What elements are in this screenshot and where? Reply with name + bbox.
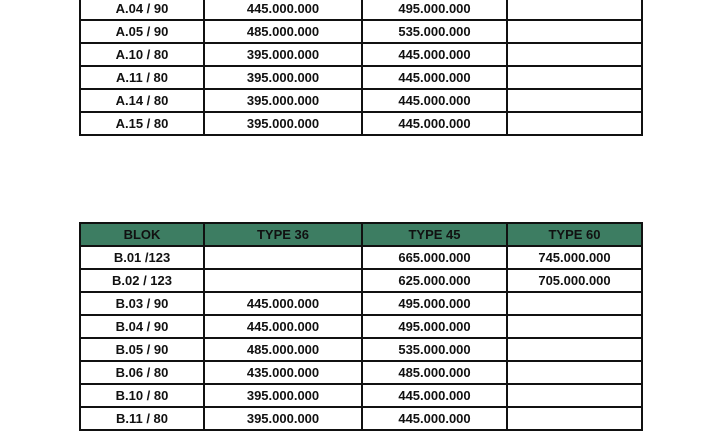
type-36-cell: 395.000.000 [204, 66, 362, 89]
type-45-cell: 445.000.000 [362, 384, 507, 407]
type-45-cell: 535.000.000 [362, 20, 507, 43]
table-row [80, 292, 642, 315]
type-36-cell: 445.000.000 [204, 0, 362, 20]
table-row [80, 315, 642, 338]
type-60-cell: 745.000.000 [507, 246, 642, 269]
type-45-cell: 495.000.000 [362, 0, 507, 20]
type-60-cell [507, 361, 642, 384]
table-row [80, 43, 642, 66]
blok-cell: B.01 /123 [80, 246, 204, 269]
table-row [80, 0, 642, 20]
type-60-cell [507, 338, 642, 361]
blok-cell: B.11 / 80 [80, 407, 204, 430]
header-type-45: TYPE 45 [362, 223, 507, 246]
table-row [80, 338, 642, 361]
type-36-cell: 485.000.000 [204, 20, 362, 43]
type-45-cell: 445.000.000 [362, 112, 507, 135]
type-36-cell: 395.000.000 [204, 89, 362, 112]
price-table-bottom [79, 222, 643, 431]
blok-cell: A.10 / 80 [80, 43, 204, 66]
table-row [80, 384, 642, 407]
type-60-cell [507, 292, 642, 315]
header-row [80, 223, 642, 246]
table-row [80, 407, 642, 430]
type-45-cell: 495.000.000 [362, 315, 507, 338]
type-60-cell: 705.000.000 [507, 269, 642, 292]
type-60-cell [507, 66, 642, 89]
type-36-cell: 445.000.000 [204, 292, 362, 315]
type-45-cell: 485.000.000 [362, 361, 507, 384]
header-blok: BLOK [80, 223, 204, 246]
blok-cell: B.02 / 123 [80, 269, 204, 292]
type-60-cell [507, 384, 642, 407]
type-36-cell [204, 246, 362, 269]
type-60-cell [507, 112, 642, 135]
blok-cell: A.15 / 80 [80, 112, 204, 135]
type-45-cell: 665.000.000 [362, 246, 507, 269]
type-60-cell [507, 315, 642, 338]
type-60-cell [507, 0, 642, 20]
blok-cell: B.06 / 80 [80, 361, 204, 384]
blok-cell: A.04 / 90 [80, 0, 204, 20]
type-36-cell: 395.000.000 [204, 384, 362, 407]
type-45-cell: 625.000.000 [362, 269, 507, 292]
type-36-cell: 395.000.000 [204, 43, 362, 66]
blok-cell: A.14 / 80 [80, 89, 204, 112]
type-36-cell: 485.000.000 [204, 338, 362, 361]
type-36-cell: 395.000.000 [204, 407, 362, 430]
table-row [80, 246, 642, 269]
type-60-cell [507, 407, 642, 430]
blok-cell: A.05 / 90 [80, 20, 204, 43]
header-type-60: TYPE 60 [507, 223, 642, 246]
type-36-cell [204, 269, 362, 292]
header-type-36: TYPE 36 [204, 223, 362, 246]
type-45-cell: 445.000.000 [362, 407, 507, 430]
blok-cell: B.05 / 90 [80, 338, 204, 361]
table-row [80, 112, 642, 135]
blok-cell: A.11 / 80 [80, 66, 204, 89]
table-row [80, 361, 642, 384]
type-60-cell [507, 20, 642, 43]
type-45-cell: 495.000.000 [362, 292, 507, 315]
type-45-cell: 445.000.000 [362, 66, 507, 89]
type-45-cell: 445.000.000 [362, 89, 507, 112]
blok-cell: B.03 / 90 [80, 292, 204, 315]
table-row [80, 89, 642, 112]
table-row [80, 269, 642, 292]
blok-cell: B.10 / 80 [80, 384, 204, 407]
type-36-cell: 445.000.000 [204, 315, 362, 338]
type-45-cell: 445.000.000 [362, 43, 507, 66]
type-36-cell: 435.000.000 [204, 361, 362, 384]
type-45-cell: 535.000.000 [362, 338, 507, 361]
table-row [80, 20, 642, 43]
type-36-cell: 395.000.000 [204, 112, 362, 135]
table-row [80, 66, 642, 89]
price-table-top [79, 0, 643, 136]
type-60-cell [507, 43, 642, 66]
type-60-cell [507, 89, 642, 112]
blok-cell: B.04 / 90 [80, 315, 204, 338]
